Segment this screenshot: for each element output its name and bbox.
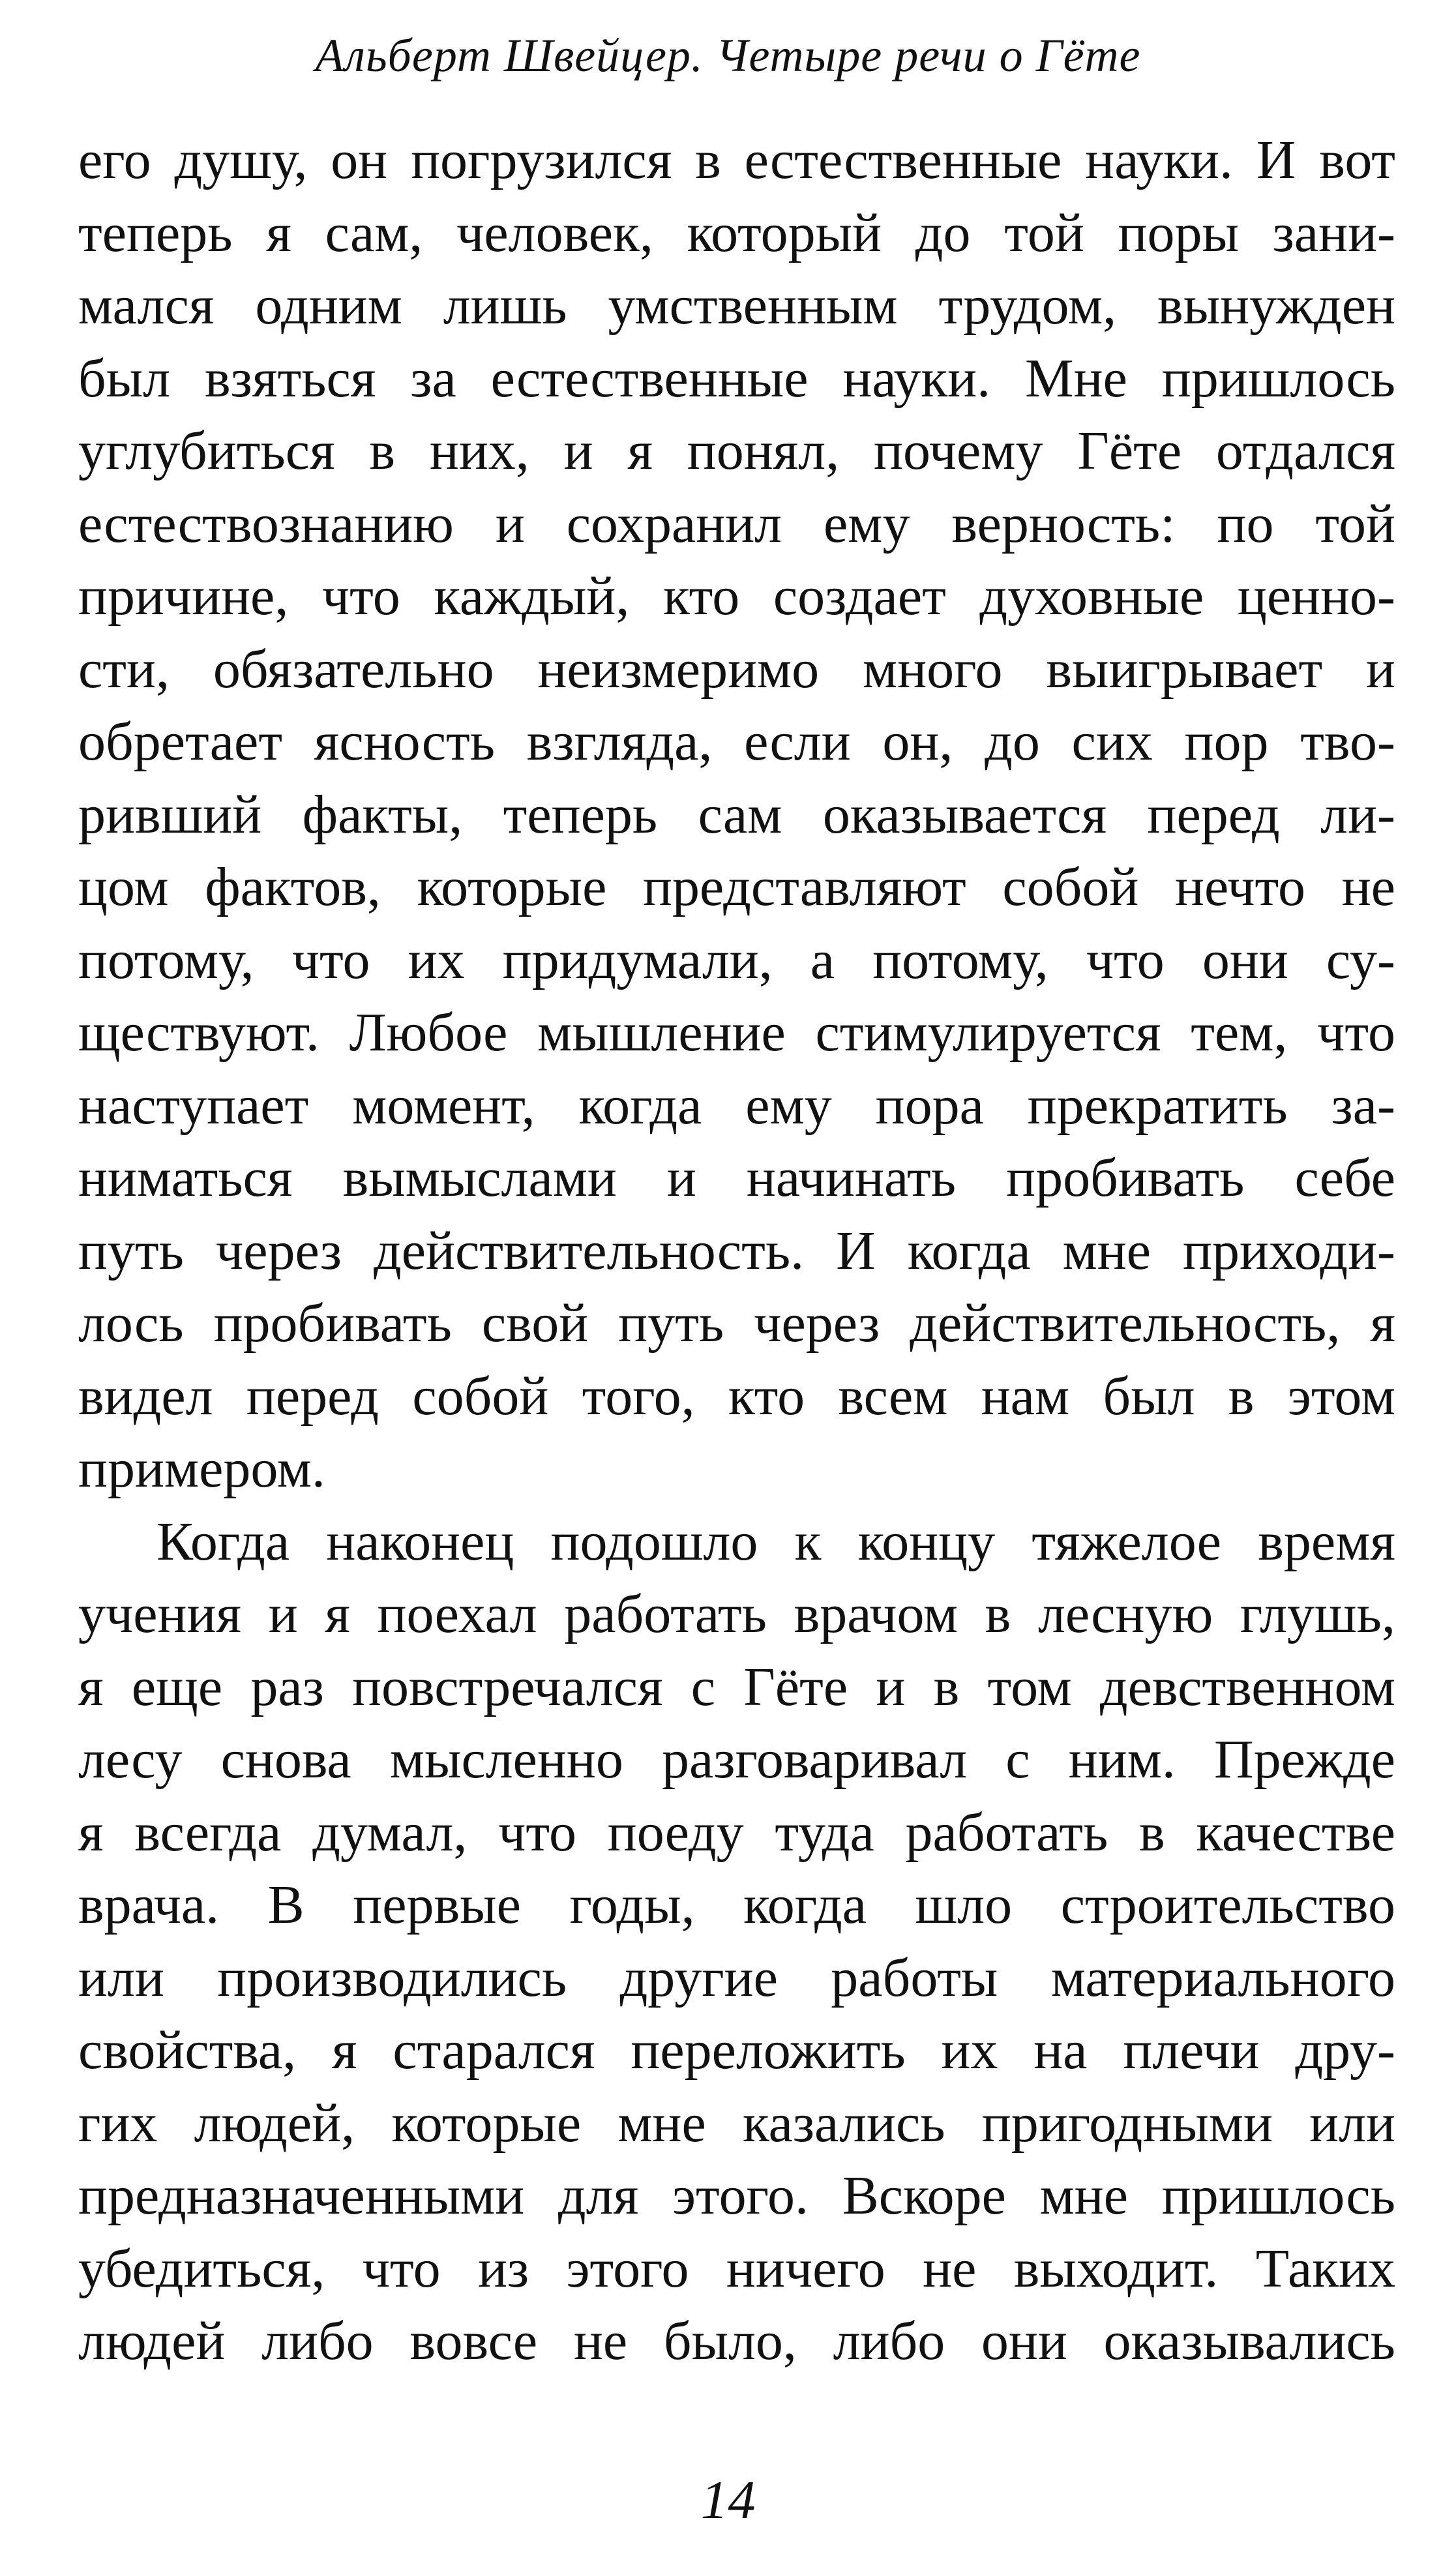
- text-line: был взяться за естественные науки. Мне пришлось: [78, 348, 1395, 409]
- text-line: его душу, он погрузился в естественные науки. И вот: [78, 130, 1395, 190]
- text-line: учения и я поехал работать врачом в лесную глушь,: [78, 1584, 1395, 1644]
- text-line: ривший факты, теперь сам оказывается перед ли-: [78, 784, 1395, 845]
- text-line: потому, что их придумали, а потому, что они су-: [78, 929, 1395, 990]
- text-line: я еще раз повстречался с Гёте и в том девственном: [78, 1656, 1395, 1717]
- text-line: углубиться в них, и я понял, почему Гёте отдался: [78, 421, 1395, 481]
- text-line: лесу снова мысленно разговаривал с ним. Прежде: [78, 1729, 1395, 1790]
- text-line: причине, что каждый, кто создает духовные ценно-: [78, 566, 1395, 627]
- text-line: врача. В первые годы, когда шло строительство: [78, 1875, 1395, 1935]
- text-line: ществуют. Любое мышление стимулируется тем, что: [78, 1002, 1395, 1063]
- text-line: наступает момент, когда ему пора прекратить за-: [78, 1075, 1395, 1136]
- text-line: я всегда думал, что поеду туда работать в качестве: [78, 1802, 1395, 1863]
- running-title: Альберт Швейцер. Четыре речи о Гёте: [315, 29, 1141, 82]
- text-line: естествознанию и сохранил ему верность: по той: [78, 493, 1395, 554]
- text-line: теперь я сам, человек, который до той поры зани-: [78, 202, 1395, 263]
- text-line: сти, обязательно неизмеримо много выигрывает и: [78, 638, 1395, 700]
- text-line: мался одним лишь умственным трудом, вынужден: [78, 275, 1395, 336]
- text-line: предназначенными для этого. Вскоре мне пришлось: [78, 2165, 1395, 2226]
- text-line: лось пробивать свой путь через действительность, я: [78, 1293, 1395, 1354]
- text-line-paragraph-end: примером.: [78, 1438, 325, 1499]
- page-number: 14: [700, 2470, 756, 2530]
- text-line: людей либо вовсе не было, либо они оказывались: [78, 2311, 1395, 2371]
- text-line: цом фактов, которые представляют собой нечто не: [78, 857, 1395, 917]
- text-line: видел перед собой того, кто всем нам был в этом: [78, 1365, 1395, 1427]
- text-line: путь через действительность. И когда мне приходи-: [78, 1220, 1395, 1281]
- text-line: ниматься вымыслами и начинать пробивать себе: [78, 1148, 1395, 1208]
- text-line: гих людей, которые мне казались пригодными или: [78, 2092, 1395, 2154]
- text-line: или производились другие работы материального: [78, 1947, 1395, 2008]
- text-line: убедиться, что из этого ничего не выходит. Таких: [78, 2238, 1395, 2299]
- text-line-paragraph-start: Когда наконец подошло к концу тяжелое время: [156, 1511, 1395, 1572]
- text-line: свойства, я старался переложить их на плечи дру-: [78, 2020, 1395, 2081]
- text-line: обретает ясность взгляда, если он, до сих пор тво-: [78, 711, 1395, 772]
- body-text: [78, 124, 1395, 2378]
